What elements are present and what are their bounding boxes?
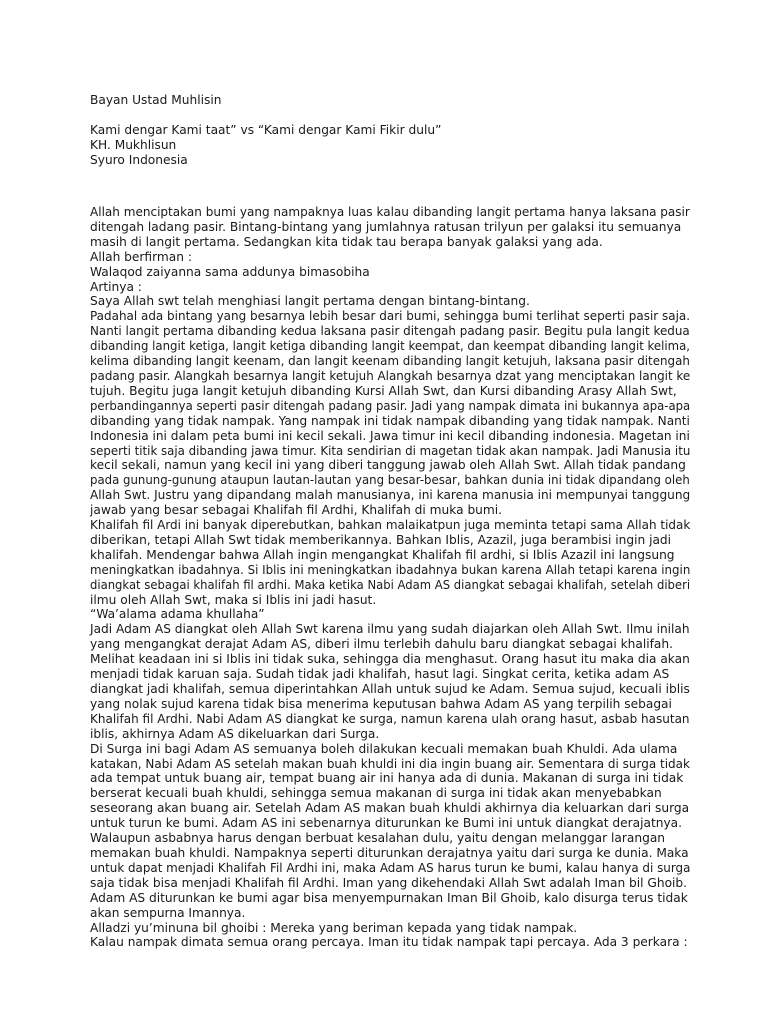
header-subtitle: Kami dengar Kami taat” vs “Kami dengar Kami Fikir dulu” bbox=[90, 123, 442, 137]
body-text-line: tujuh. Begitu juga langit ketujuh dibanding Kursi Allah Swt, dan Kursi dibanding Arasy Allah Swt, bbox=[90, 383, 677, 398]
body-text-line: Saya Allah swt telah menghiasi langit pertama dengan bintang-bintang. bbox=[90, 294, 530, 309]
body-text-line: meningkatkan ibadahnya. Si Iblis ini meningkatkan ibadahnya bukan karena Allah tetapi karena ingin bbox=[90, 562, 691, 577]
body-text-line: perbandingannya seperti pasir ditengah padang pasir. Jadi yang nampak dimata ini bukannya apa-apa bbox=[90, 398, 691, 413]
body-text-line: Khalifah fil Ardhi. Nabi Adam AS diangkat ke surga, namun karena ulah orang hasut, asbab hasutan bbox=[90, 711, 690, 726]
body-text-line: Indonesia ini dalam peta bumi ini kecil sekali. Jawa timur ini kecil dibanding indonesia. Magetan ini bbox=[90, 428, 690, 443]
body-text-line: diangkat jadi khalifah, semua diperintahkan Allah untuk sujud ke Adam. Semua sujud, kecuali iblis bbox=[90, 682, 690, 696]
body-text-line: pada gunung-gunung ataupun lautan-lautan yang besar-besar, bahkan dunia ini tidak dipandang oleh bbox=[90, 473, 690, 488]
header-organization: Syuro Indonesia bbox=[90, 153, 188, 167]
body-text-line: iblis, akhirnya Adam AS dikeluarkan dari Surga. bbox=[90, 726, 380, 741]
body-text-line: Kalau nampak dimata semua orang percaya. Iman itu tidak nampak tapi percaya. Ada 3 perkara : bbox=[90, 935, 688, 950]
body-text-line: Padahal ada bintang yang besarnya lebih besar dari bumi, sehingga bumi terlihat seperti pasir saja. bbox=[90, 309, 691, 324]
document-header bbox=[90, 93, 690, 168]
body-text-line: diangkat sebagai khalifah fil ardhi. Maka ketika Nabi Adam AS diangkat sebagai khalifah, setelah diberi bbox=[90, 577, 691, 592]
body-text-line: yang nolak sujud karena tidak bisa menerima keputusan bahwa Adam AS yang terpilih sebagai bbox=[90, 696, 672, 711]
body-text-line: Adam AS diturunkan ke bumi agar bisa menyempurnakan Iman Bil Ghoib, kalo disurga terus tidak bbox=[90, 890, 688, 905]
body-text-line: Jadi Adam AS diangkat oleh Allah Swt karena ilmu yang sudah diajarkan oleh Allah Swt. Ilmu inilah bbox=[90, 622, 690, 637]
body-text-line: saja tidak bisa menjadi Khalifah fil Ardhi. Iman yang dikehendaki Allah Swt adalah Iman bil Ghoib. bbox=[90, 875, 688, 890]
body-text-line: Khalifah fil Ardi ini banyak diperebutkan, bahkan malaikatpun juga meminta tetapi sama Allah tidak bbox=[90, 518, 691, 533]
body-text-line: memakan buah khuldi. Nampaknya seperti diturunkan derajatnya yaitu dari surga ke dunia. Maka bbox=[90, 845, 689, 860]
body-text-line: berserat kecuali buah khuldi, sehingga semua makanan di surga ini tidak akan menyebabkan bbox=[90, 786, 662, 801]
header-author: KH. Mukhlisun bbox=[90, 138, 177, 152]
body-text-line: diberikan, tetapi Allah Swt tidak memberikannya. Bahkan Iblis, Azazil, juga berambisi ingin jadi bbox=[90, 532, 672, 547]
body-text-line: Allah Swt. Justru yang dipandang malah manusianya, ini karena manusia ini mempunyai tanggung bbox=[90, 488, 691, 503]
body-text-line: katakan, Nabi Adam AS setelah makan buah khuldi ini dia ingin buang air. Sementara di surga tidak bbox=[90, 756, 690, 771]
body-text-line: jawab yang besar sebagai Khalifah fil Ardhi, Khalifah di muka bumi. bbox=[90, 503, 503, 518]
body-text-line: khalifah. Mendengar bahwa Allah ingin mengangkat Khalifah fil ardhi, si Iblis Azazil ini langsung bbox=[90, 547, 675, 562]
body-text-line: dibanding yang tidak nampak. Yang nampak ini tidak nampak dibanding yang tidak nampak. Nanti bbox=[90, 413, 690, 428]
body-text-line: menjadi tidak karuan saja. Sudah tidak jadi khalifah, hasut lagi. Singkat cerita, ketika adam AS bbox=[90, 667, 670, 682]
body-text-line: Alladzi yu’minuna bil ghoibi : Mereka yang beriman kepada yang tidak nampak. bbox=[90, 920, 578, 935]
body-text-line: Di Surga ini bagi Adam AS semuanya boleh dilakukan kecuali memakan buah Khuldi. Ada ulama bbox=[90, 741, 678, 756]
body-text-line: akan sempurna Imannya. bbox=[90, 905, 246, 920]
body-text-line: seseorang akan buang air. Setelah Adam AS makan buah khuldi akhirnya dia keluarkan dari surga bbox=[90, 801, 690, 816]
body-text-line: Melihat keadaan ini si Iblis ini tidak suka, sehingga dia menghasut. Orang hasut itu maka dia akan bbox=[90, 652, 690, 667]
body-text-line: untuk dapat menjadi Khalifah Fil Ardhi ini, maka Adam AS harus turun ke bumi, kalau hanya di surga bbox=[90, 860, 691, 875]
body-text-line: ditengah ladang pasir. Bintang-bintang yang jumlahnya ratusan trilyun per galaksi itu semuanya bbox=[90, 219, 682, 234]
body-text-line: dibanding langit ketiga, langit ketiga dibanding langit keempat, dan keempat dibanding langit kelima, bbox=[90, 339, 691, 354]
body-text-line: Artinya : bbox=[90, 279, 142, 294]
document-body bbox=[90, 205, 690, 950]
body-text-line: Nanti langit pertama dibanding kedua laksana pasir ditengah padang pasir. Begitu pula langit kedua bbox=[90, 324, 690, 339]
body-text-line: kecil sekali, namun yang kecil ini yang diberi tanggung jawab oleh Allah Swt. Allah tidak pandang bbox=[90, 458, 686, 473]
body-text-line: Allah berfirman : bbox=[90, 249, 192, 264]
body-text-line: kelima dibanding langit keenam, dan langit keenam dibanding langit ketujuh, laksana pasir ditengah bbox=[90, 354, 690, 369]
body-text-line: Walaqod zaiyanna sama addunya bimasobiha bbox=[90, 264, 370, 279]
body-text-line: padang pasir. Alangkah besarnya langit ketujuh Alangkah besarnya dzat yang menciptakan langit ke bbox=[90, 368, 691, 383]
body-text-line: Allah menciptakan bumi yang nampaknya luas kalau dibanding langit pertama hanya laksana pasir bbox=[90, 205, 690, 219]
body-text-line: untuk turun ke bumi. Adam AS ini sebenarnya diturunkan ke Bumi ini untuk diangkat derajatnya. bbox=[90, 816, 683, 831]
header-spacer bbox=[90, 108, 690, 123]
body-text-line: “Wa’alama adama khullaha” bbox=[90, 607, 265, 622]
body-text-line: seperti titik saja dibanding jawa timur. Kita sendirian di magetan tidak akan nampak. Jadi Manusia itu bbox=[90, 443, 691, 458]
body-text-line: masih di langit pertama. Sedangkan kita tidak tau berapa banyak galaksi yang ada. bbox=[90, 234, 603, 249]
body-text-line: ilmu oleh Allah Swt, maka si Iblis ini jadi hasut. bbox=[90, 592, 377, 607]
header-title: Bayan Ustad Muhlisin bbox=[90, 93, 222, 107]
body-text-line: yang mengangkat derajat Adam AS, diberi ilmu terlebih dahulu baru diangkat sebagai khalifah. bbox=[90, 637, 673, 652]
body-text-line: ada tempat untuk buang air, tempat buang air ini hanya ada di dunia. Makanan di surga ini tidak bbox=[90, 771, 684, 786]
body-text-line: Walaupun asbabnya harus dengan berbuat kesalahan dulu, yaitu dengan melanggar larangan bbox=[90, 831, 666, 846]
